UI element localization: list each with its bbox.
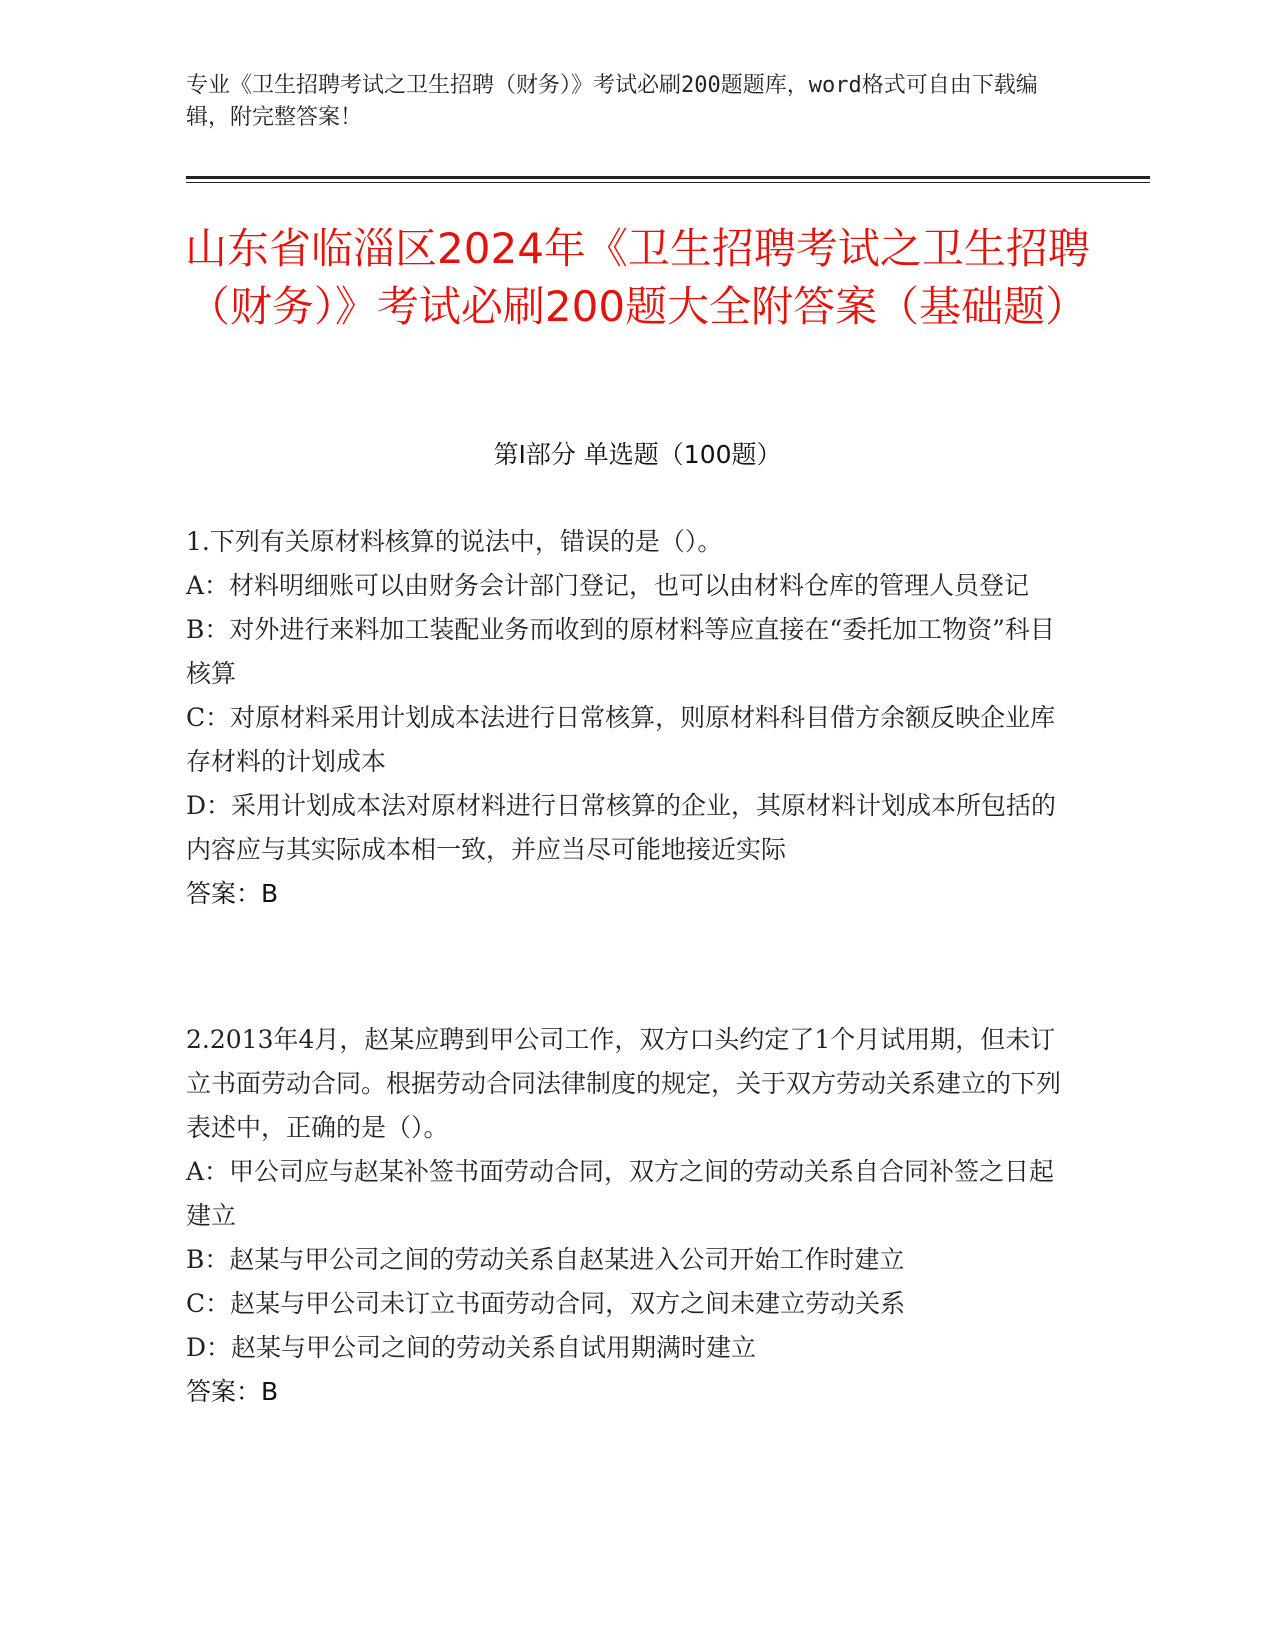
section-heading: 第I部分 单选题（100题） bbox=[493, 440, 782, 469]
header-note: 专业《卫生招聘考试之卫生招聘（财务）》考试必刷200题题库，word格式可自由下载编辑，附完整答案！ bbox=[186, 73, 1038, 130]
option-d: D：采用计划成本法对原材料进行日常核算的企业，其原材料计划成本所包括的内容应与其实际成本相一致，并应当尽可能地接近实际 bbox=[186, 791, 1057, 864]
option-b: B：对外进行来料加工装配业务而收到的原材料等应直接在“委托加工物资”科目核算 bbox=[186, 615, 1055, 688]
question-stem: 2.2013年4月，赵某应聘到甲公司工作，双方口头约定了1个月试用期，但未订立书面劳动合同。根据劳动合同法律制度的规定，关于双方劳动关系建立的下列表述中，正确的是（）。 bbox=[186, 1025, 1062, 1142]
answer: 答案：B bbox=[186, 879, 279, 908]
option-a: A：甲公司应与赵某补签书面劳动合同，双方之间的劳动关系自合同补签之日起建立 bbox=[186, 1157, 1055, 1230]
header-divider-thick bbox=[186, 176, 1150, 179]
question-stem: 1.下列有关原材料核算的说法中，错误的是（）。 bbox=[186, 527, 723, 556]
option-c: C：对原材料采用计划成本法进行日常核算，则原材料科目借方余额反映企业库存材料的计划成本 bbox=[186, 703, 1056, 776]
option-d: D：赵某与甲公司之间的劳动关系自试用期满时建立 bbox=[186, 1333, 757, 1362]
option-c: C：赵某与甲公司未订立书面劳动合同，双方之间未建立劳动关系 bbox=[186, 1289, 906, 1318]
question-2 bbox=[186, 1018, 1066, 1414]
answer: 答案：B bbox=[186, 1377, 279, 1406]
option-a: A：材料明细账可以由财务会计部门登记，也可以由材料仓库的管理人员登记 bbox=[186, 571, 1030, 600]
document-title: 山东省临淄区2024年《卫生招聘考试之卫生招聘（财务）》考试必刷200题大全附答案（基础题） bbox=[185, 224, 1090, 331]
header-divider-thin bbox=[186, 182, 1150, 183]
option-b: B：赵某与甲公司之间的劳动关系自赵某进入公司开始工作时建立 bbox=[186, 1245, 905, 1274]
question-1 bbox=[186, 520, 1066, 916]
